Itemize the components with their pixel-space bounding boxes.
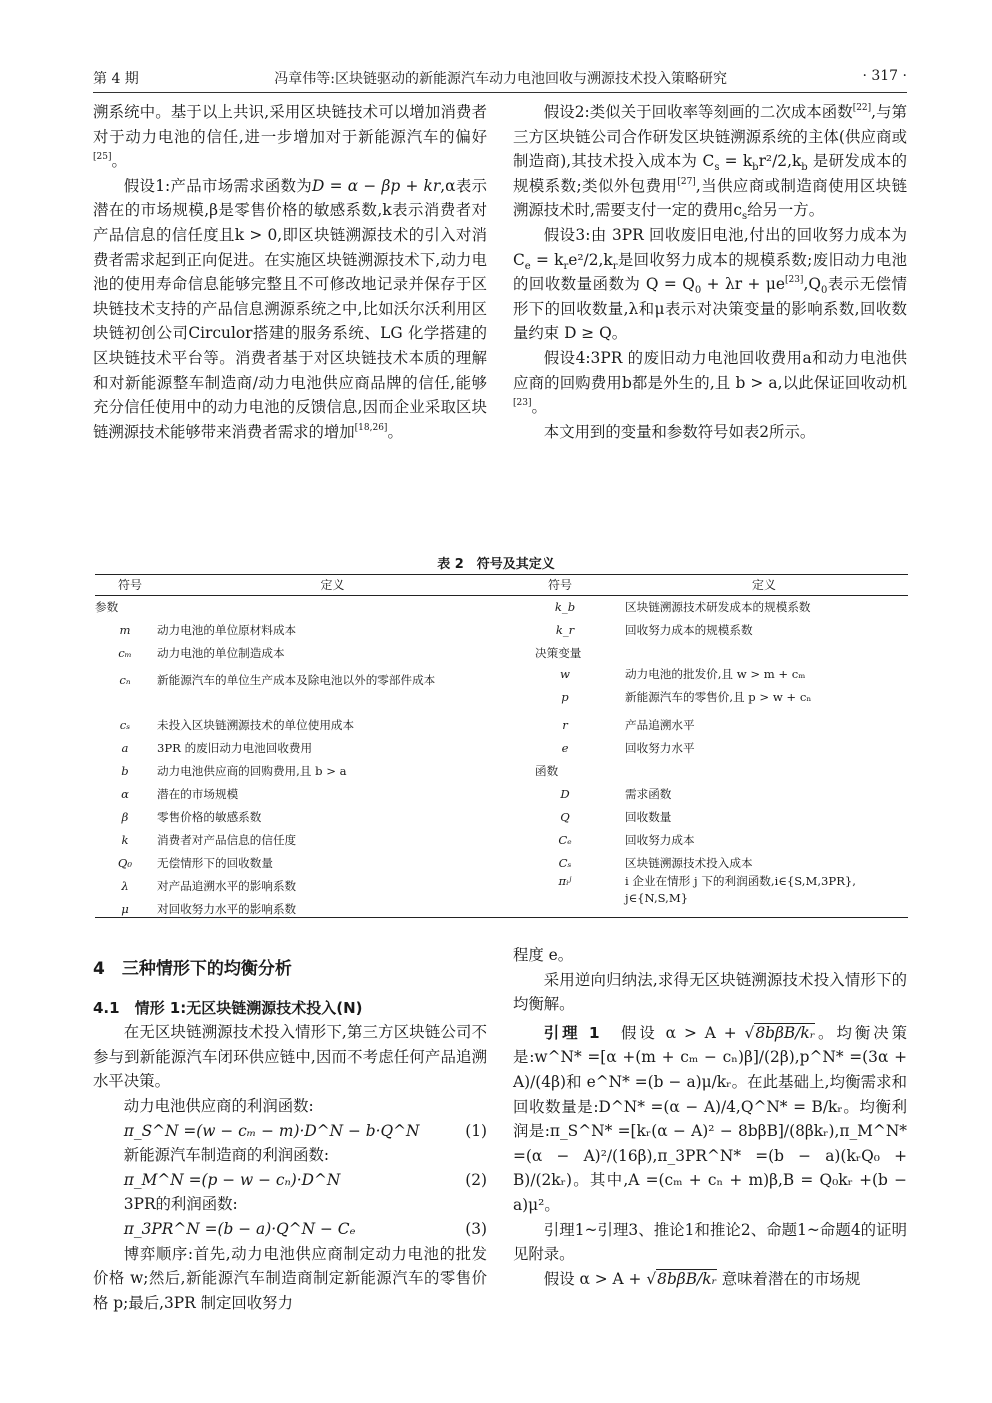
text: 是研发成本的规模系数;类似外包费用: [513, 152, 907, 195]
definition-cell: 对回收努力水平的影响系数: [157, 902, 297, 916]
definition-cell: 新能源汽车的单位生产成本及除电池以外的零部件成本: [157, 673, 436, 687]
definition-cell: 回收努力成本的规模系数: [625, 623, 753, 637]
equation: π_3PR^N =(b − a)·Q^N − Cₑ: [123, 1219, 356, 1238]
symbol-cell: cₘ: [118, 646, 132, 660]
assumption-3: [513, 223, 907, 346]
paragraph: 本文用到的变量和参数符号如表2所示。: [543, 422, 816, 441]
equation-number: (3): [465, 1219, 487, 1238]
sqrt-expression: 8bβB/kᵣ: [755, 1023, 816, 1042]
equation-3: [93, 1217, 487, 1242]
definition-cell: 动力电池的单位制造成本: [157, 646, 285, 660]
equation-1: [93, 1119, 487, 1144]
citation: [27]: [677, 176, 696, 187]
definition-cell: 动力电池供应商的回购费用,且 b > a: [157, 764, 347, 778]
table-header-row: [95, 575, 908, 596]
text: e²/2,k: [568, 250, 613, 269]
citation: [23]: [513, 398, 532, 409]
symbol-cell: r: [562, 718, 568, 732]
text: 假设 α > A +: [543, 1269, 647, 1288]
definition-cell: 回收努力成本: [625, 833, 695, 847]
definition-cell: 区块链溯源技术研发成本的规模系数: [625, 600, 811, 614]
text: 假设3:由 3PR 回收废旧电池,付出的回收努力成本为 C: [513, 225, 907, 269]
text: ,与第三方区块链公司合作研发区块链溯源系统的主体(供应商或制造商),其技术投入成本为 C: [513, 103, 907, 171]
text: 溯系统中。基于以上共识,采用区块链技术可以增加消费者对于动力电池的信任,进一步增加对于新能源汽车的偏好: [93, 103, 487, 146]
definition-cell: 消费者对产品信息的信任度: [157, 833, 297, 847]
definition-cell: 回收数量: [625, 810, 672, 824]
text: 。: [531, 398, 547, 417]
running-header: [93, 68, 907, 93]
symbol-cell: k_r: [555, 623, 575, 637]
subscript: s: [741, 211, 748, 223]
page-number: · 317 ·: [862, 68, 907, 84]
section-4: [93, 957, 487, 1315]
header-cell: 符号: [117, 578, 142, 592]
demand-formula: D = α − βp + kr: [312, 176, 441, 195]
paragraph: 博弈顺序:首先,动力电池供应商制定动力电池的批发价格 w;然后,新能源汽车制造商制定新能源汽车的零售价格 p;最后,3PR 制定回收努力: [93, 1244, 487, 1312]
symbol-cell: Q: [560, 810, 570, 824]
definition-cell: 对产品追溯水平的影响系数: [157, 879, 297, 893]
definition-cell: 回收努力水平: [625, 741, 695, 755]
symbol-cell: Q₀: [117, 856, 133, 870]
label: 新能源汽车制造商的利润函数:: [123, 1146, 330, 1165]
subsection-heading: 4.1 情形 1:无区块链溯源技术投入(N): [93, 998, 363, 1017]
symbol-cell: cₛ: [119, 718, 131, 732]
left-column-top: [93, 100, 487, 444]
header-cell: 定义: [751, 578, 776, 592]
subscript: b: [801, 162, 808, 174]
text: 。: [111, 152, 127, 171]
symbol-cell: Cₑ: [558, 833, 572, 847]
group-label: 决策变量: [535, 646, 582, 660]
text: 是回收努力成本的规模系数;废旧动力电池的回收数量函数为 Q = Q: [513, 250, 908, 294]
symbol-cell: p: [561, 690, 569, 704]
symbol-cell: k: [121, 833, 129, 847]
paragraph: 假设 α > A + √8bβB/kᵣ 意味着潜在的市场规: [543, 1269, 861, 1288]
sqrt-expression: 8bβB/kᵣ: [657, 1269, 717, 1288]
symbol-cell: m: [119, 623, 131, 637]
text: 给另一方。: [747, 201, 825, 220]
paragraph: 程度 e。: [513, 946, 574, 964]
symbol-cell: α: [121, 787, 129, 801]
symbol-cell: e: [561, 741, 569, 755]
equation-2: [93, 1168, 487, 1193]
definition-cell: 3PR 的废旧动力电池回收费用: [157, 741, 313, 755]
subscript: e: [524, 260, 531, 272]
citation: [18,26]: [354, 422, 388, 433]
paragraph: 在无区块链溯源技术投入情形下,第三方区块链公司不参与到新能源汽车闭环供应链中,因而不考虑任何产品追溯水平决策。: [93, 1023, 487, 1091]
section-heading: 4 三种情形下的均衡分析: [93, 959, 292, 979]
text: 假设4:3PR 的废旧动力电池回收费用a和动力电池供应商的回购费用b都是外生的,且 b > a,以此保证回收动机: [513, 348, 907, 392]
citation: [25]: [93, 152, 112, 163]
text: ,Q: [803, 275, 821, 294]
text: 。均衡决策是:w^N* =[α +(m + cₘ − cₙ)β]/(2β),p^N* =(3α + A)/(4β)和 e^N* =(b − a)μ/kᵣ。在此基础上,均衡需求和回收数量是:D^N* =(α − A)/4,Q^N* = B/kᵣ。均衡利润是:π_S^N* =[kᵣ(α − A)² − 8bβB]/(8βkᵣ),π_M^N* =(α − A)²/(16β),π_3PR^N* =(b − a)(kᵣQ₀ + B)/(2kᵣ)。其中,A =(cₘ + cₙ + m)β,B = Q₀kᵣ +(b − a)μ²。: [513, 1023, 907, 1214]
table-caption: 表 2 符号及其定义: [437, 557, 555, 572]
right-column-bottom: [513, 943, 907, 1291]
lemma-1: 引理 1 假设 α > A + √8bβB/kᵣ。均衡决策是:w^N* =[α +(m + cₘ − cₙ)β]/(2β),p^N* =(3α + A)/(4β)和 e^N* =(b − a)μ/kᵣ。在此基础上,均衡需求和回收数量是:D^N* =(α − A)/4,Q^N* = B/kᵣ。均衡利润是:π_S^N* =[kᵣ(α − A)² − 8bβB]/(8βkᵣ),π_M^N* =(α − A)²/(16β),π_3PR^N* =(b − a)(kᵣQ₀ + B)/(2kᵣ)。其中,A =(cₘ + cₙ + m)β,B = Q₀kᵣ +(b − a)μ²。: [513, 1023, 907, 1214]
text: 假设2:类似关于回收率等刻画的二次成本函数: [543, 103, 853, 121]
label: 动力电池供应商的利润函数:: [123, 1096, 314, 1115]
definition-cell: 动力电池的单位原材料成本: [157, 623, 297, 637]
symbol-cell: w: [560, 667, 570, 681]
equation-number: (1): [465, 1121, 487, 1140]
right-column-top: [513, 100, 907, 444]
subscript: r: [563, 260, 569, 272]
text: ,当供应商或制造商使用区块链溯源技术时,需要支付一定的费用c: [513, 176, 907, 220]
text: ,α表示潜在的市场规模,β是零售价格的敏感系数,k表示消费者对产品信息的信任度且k > 0,即区块链溯源技术的引入对消费者需求起到正向促进。在实施区块链溯源技术下,动力电池的使用寿命信息能够完整且不可修改地记录并保存于区块链技术支持的产品信息溯源系统之中,比如沃尔沃利用区块链初创公司Circulor搭建的服务系统、LG 化学搭建的区块链技术平台等。消费者基于对区块链技术本质的理解和对新能源整车制造商/动力电池供应商品牌的信任,能够充分信任使用中的动力电池的反馈信息,因而企业采取区块链溯源技术能够带来消费者需求的增加: [93, 176, 487, 441]
definition-cell: 区块链溯源技术投入成本: [625, 856, 753, 870]
assumption-2: [513, 100, 907, 223]
text: = k: [530, 250, 564, 269]
text: r²/2,k: [758, 152, 802, 171]
assumption-1: [93, 174, 487, 445]
text: 假设 α > A +: [599, 1023, 745, 1042]
symbol-cell: β: [121, 810, 129, 824]
citation: [22]: [852, 103, 872, 113]
equation-number: (2): [465, 1170, 487, 1189]
definition-cell: 需求函数: [625, 787, 672, 801]
assumption-4: [513, 346, 907, 420]
subscript: b: [752, 162, 759, 174]
paragraph: 采用逆向归纳法,求得无区块链溯源技术投入情形下的均衡解。: [513, 970, 907, 1014]
definition-cell: 零售价格的敏感系数: [157, 810, 262, 824]
text: = k: [719, 152, 753, 171]
definition-cell: 新能源汽车的零售价,且 p > w + cₙ: [625, 690, 812, 704]
definition-cell-line2: j∈{N,S,M}: [625, 891, 689, 905]
paragraph: 引理1~引理3、推论1和推论2、命题1~命题4的证明见附录。: [513, 1220, 907, 1264]
running-title: 冯章伟等:区块链驱动的新能源汽车动力电池回收与溯源技术投入策略研究: [274, 71, 727, 87]
symbol-cell: Cₛ: [558, 856, 572, 870]
definition-cell: 未投入区块链溯源技术的单位使用成本: [157, 718, 355, 732]
text: + λr + μe: [701, 275, 785, 294]
subscript: 0: [694, 285, 702, 297]
definition-cell: i 企业在情形 j 下的利润函数,i∈{S,M,3PR},: [625, 874, 856, 888]
definition-cell: 潜在的市场规模: [157, 787, 239, 801]
symbol-table: [95, 574, 908, 918]
subscript: 0: [820, 285, 828, 297]
header-cell: 符号: [547, 578, 572, 592]
equation: π_S^N =(w − cₘ − m)·D^N − b·Q^N: [123, 1121, 420, 1140]
symbol-cell: D: [560, 787, 570, 801]
header-cell: 定义: [320, 578, 345, 592]
definition-cell: 动力电池的批发价,且 w > m + cₘ: [625, 667, 806, 681]
definition-cell: 无偿情形下的回收数量: [157, 856, 273, 870]
citation: [23]: [784, 275, 804, 286]
symbol-cell: b: [121, 764, 129, 778]
subscript: r: [612, 260, 618, 272]
text: 表示无偿情形下的回收数量,λ和μ表示对决策变量的影响系数,回收数量约束 D ≥ Q。: [513, 275, 907, 343]
symbol-cell: μ: [121, 902, 129, 916]
definition-cell: 产品追溯水平: [625, 718, 695, 732]
text: 假设1:产品市场需求函数为: [123, 176, 313, 195]
paragraph: [93, 100, 487, 174]
group-label: 参数: [95, 600, 119, 614]
symbol-cell: λ: [121, 879, 129, 893]
text: 。: [387, 422, 403, 441]
equation: π_M^N =(p − w − cₙ)·D^N: [123, 1170, 341, 1189]
label: 3PR的利润函数:: [123, 1195, 238, 1214]
symbol-cell: πᵢʲ: [558, 874, 572, 888]
symbol-cell: a: [121, 741, 129, 755]
text: 意味着潜在的市场规: [716, 1269, 861, 1288]
lemma-label: 引理 1: [543, 1023, 600, 1042]
group-label: 函数: [535, 764, 559, 778]
issue-number: 第 4 期: [93, 71, 139, 87]
subscript: s: [714, 162, 720, 174]
symbol-cell: cₙ: [119, 673, 131, 687]
symbol-cell: k_b: [554, 600, 576, 614]
